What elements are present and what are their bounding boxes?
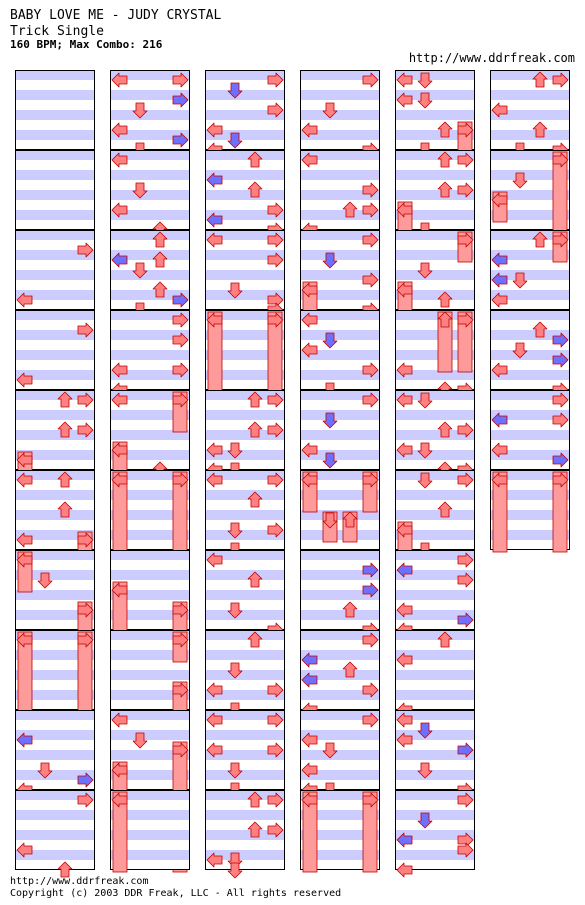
measure [110, 310, 190, 397]
beat-stripe [15, 310, 95, 320]
measure [490, 470, 570, 552]
copyright-text: Copyright (c) 2003 DDR Freak, LLC - All rights reserved [10, 888, 342, 899]
measure [110, 150, 190, 237]
measure [205, 310, 285, 392]
beat-stripe [490, 90, 570, 100]
measure [300, 230, 380, 317]
measure [490, 230, 570, 310]
beat-stripe [395, 670, 475, 680]
measure [110, 70, 190, 158]
measure [110, 390, 190, 482]
beat-stripe [300, 750, 380, 760]
beat-stripe [110, 230, 190, 240]
beat-stripe [205, 590, 285, 600]
measure [300, 390, 380, 470]
page-footer [10, 876, 341, 900]
beat-stripe [15, 110, 95, 120]
beat-stripe [205, 270, 285, 280]
measure [205, 630, 285, 718]
beat-stripe [110, 730, 190, 740]
beat-stripe [205, 670, 285, 680]
beat-stripe [15, 270, 95, 280]
beat-stripe [300, 330, 380, 340]
beat-stripe [300, 530, 380, 540]
measure [205, 390, 285, 478]
beat-stripe [15, 230, 95, 240]
measure [395, 310, 475, 397]
measure [300, 70, 380, 157]
beat-stripe [110, 190, 190, 200]
measure [205, 70, 285, 157]
beat-stripe [205, 610, 285, 620]
measure [395, 390, 475, 477]
measure [300, 710, 380, 798]
measure [205, 150, 285, 237]
footer-url-link[interactable]: http://www.ddrfreak.com [10, 876, 149, 887]
beat-stripe [395, 630, 475, 640]
measure [110, 630, 190, 712]
column-1 [15, 70, 95, 877]
beat-stripe [395, 410, 475, 420]
measure [15, 150, 95, 230]
measure [490, 70, 570, 158]
column-3 [205, 70, 285, 878]
beat-stripe [205, 490, 285, 500]
beat-stripe [205, 810, 285, 820]
beat-stripe [395, 810, 475, 820]
measure [110, 470, 190, 562]
beat-stripe [395, 170, 475, 180]
column-5 [395, 70, 475, 877]
beat-stripe [15, 210, 95, 220]
beat-stripe [395, 690, 475, 700]
beat-stripe [15, 190, 95, 200]
beat-stripe [15, 750, 95, 760]
beat-stripe [110, 350, 190, 360]
beat-stripe [395, 110, 475, 120]
beat-stripe [395, 590, 475, 600]
beat-stripe [110, 550, 190, 560]
measure [15, 230, 95, 310]
measure [300, 630, 380, 717]
measure [300, 150, 380, 237]
beat-stripe [205, 770, 285, 780]
column-6 [490, 70, 570, 552]
hold-body [173, 472, 187, 562]
measure [395, 790, 475, 877]
beat-stripe [15, 90, 95, 100]
beat-stripe [300, 610, 380, 620]
measure [110, 790, 190, 872]
beat-stripe [395, 490, 475, 500]
beat-stripe [490, 430, 570, 440]
column-2 [110, 70, 190, 872]
beat-stripe [490, 130, 570, 140]
beat-stripe [110, 670, 190, 680]
beat-stripe [205, 510, 285, 520]
measure [490, 150, 570, 232]
beat-stripe [395, 510, 475, 520]
beat-stripe [15, 490, 95, 500]
measure [15, 710, 95, 797]
bpm-combo-info: 160 BPM; Max Combo: 216 [10, 38, 163, 51]
beat-stripe [205, 730, 285, 740]
measure [300, 550, 380, 637]
hold-body [113, 472, 127, 562]
measure [205, 230, 285, 317]
beat-stripe [15, 150, 95, 160]
measure [490, 310, 570, 397]
beat-stripe [15, 170, 95, 180]
beat-stripe [15, 350, 95, 360]
beat-stripe [205, 90, 285, 100]
measure [15, 310, 95, 390]
beat-stripe [205, 410, 285, 420]
beat-stripe [300, 170, 380, 180]
beat-stripe [205, 570, 285, 580]
measure [205, 790, 285, 878]
beat-stripe [15, 70, 95, 80]
beat-stripe [15, 130, 95, 140]
beat-stripe [205, 630, 285, 640]
beat-stripe [205, 190, 285, 200]
measure [395, 710, 475, 797]
beat-stripe [395, 770, 475, 780]
beat-stripe [395, 270, 475, 280]
beat-stripe [15, 830, 95, 840]
beat-stripe [110, 110, 190, 120]
measure [490, 390, 570, 470]
measure [300, 790, 380, 872]
beat-stripe [15, 410, 95, 420]
beat-stripe [205, 650, 285, 660]
beat-stripe [490, 310, 570, 320]
measure [205, 710, 285, 798]
measure [15, 630, 95, 712]
beat-stripe [300, 110, 380, 120]
beat-stripe [110, 270, 190, 280]
measure [110, 230, 190, 318]
measure [395, 630, 475, 717]
measure [300, 310, 380, 398]
beat-stripe [300, 250, 380, 260]
beat-stripe [110, 170, 190, 180]
beat-stripe [15, 510, 95, 520]
measure [205, 470, 285, 558]
measure [395, 230, 475, 312]
difficulty-label: Trick Single [10, 24, 104, 39]
measure [15, 70, 95, 150]
column-4 [300, 70, 380, 872]
beat-stripe [205, 150, 285, 160]
beat-stripe [110, 570, 190, 580]
beat-stripe [300, 550, 380, 560]
site-url-link[interactable]: http://www.ddrfreak.com [408, 51, 575, 65]
beat-stripe [300, 90, 380, 100]
measure [395, 70, 475, 158]
measure [395, 150, 475, 238]
measure [395, 470, 475, 558]
beat-stripe [15, 810, 95, 820]
beat-stripe [15, 710, 95, 720]
measure [205, 550, 285, 637]
beat-stripe [300, 410, 380, 420]
beat-stripe [300, 430, 380, 440]
song-title: BABY LOVE ME - JUDY CRYSTAL [10, 8, 222, 23]
measure [395, 550, 475, 637]
measure [300, 470, 380, 550]
measure [15, 790, 95, 877]
